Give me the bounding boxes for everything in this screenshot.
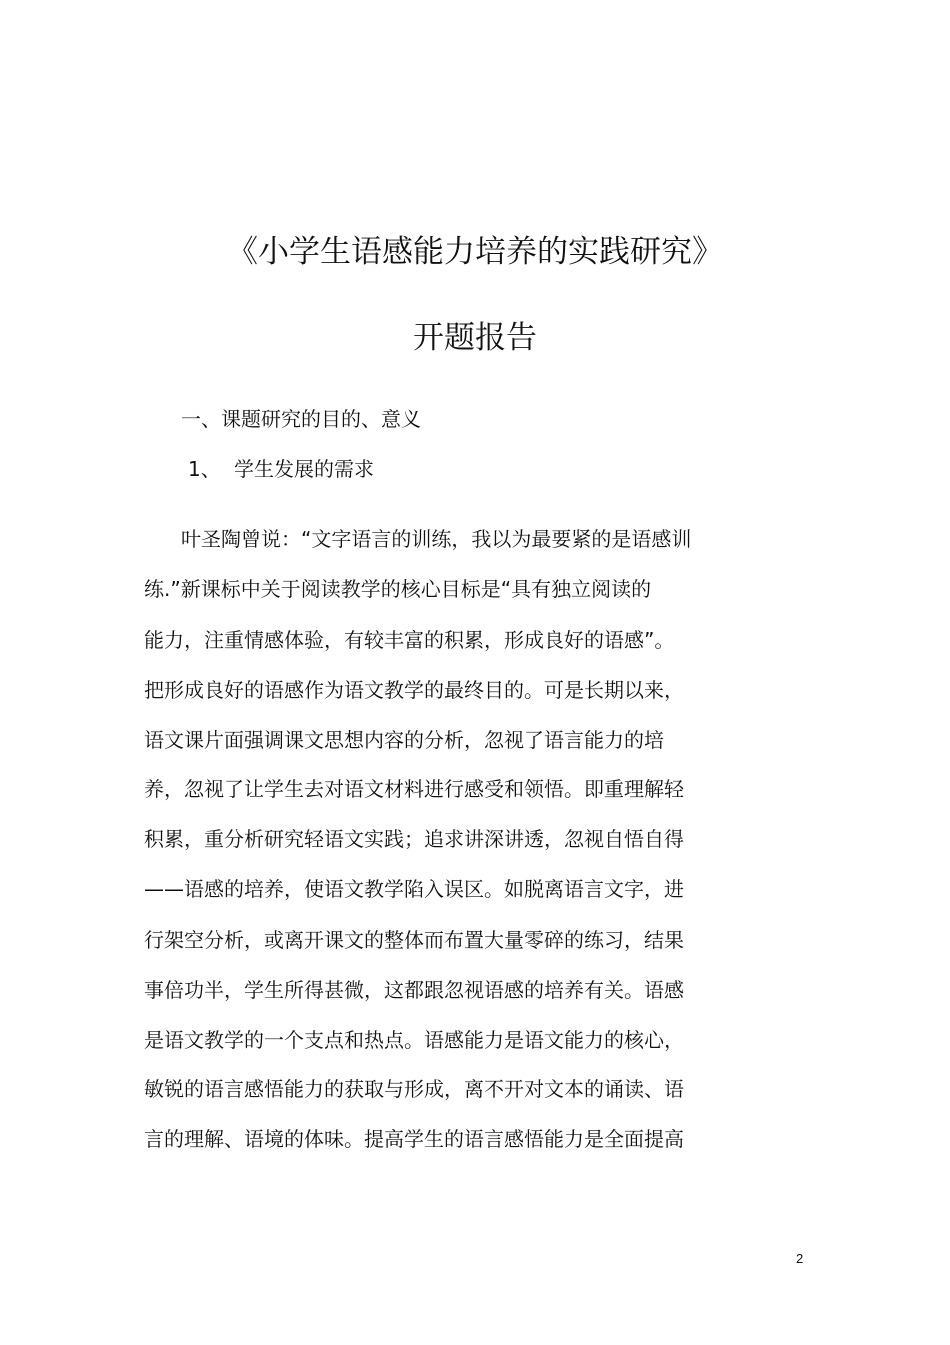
paragraph-line: 叶圣陶曾说：“文字语言的训练，我以为最要紧的是语感训 <box>181 527 692 551</box>
paragraph-line: 语文课片面强调课文思想内容的分析，忽视了语言能力的培 <box>144 728 664 752</box>
document-title: 《小学生语感能力培养的实践研究》 <box>227 234 723 270</box>
subsection-heading <box>188 455 374 483</box>
page-number: 2 <box>796 1251 804 1266</box>
paragraph-line: 言的理解、语境的体味。提高学生的语言感悟能力是全面提高 <box>144 1127 684 1151</box>
paragraph-line: ——语感的培养，使语文教学陷入误区。如脱离语言文字，进 <box>144 877 684 901</box>
paragraph-line: 把形成良好的语感作为语文教学的最终目的。可是长期以来， <box>144 678 684 702</box>
paragraph-line: 练.”新课标中关于阅读教学的核心目标是“具有独立阅读的 <box>144 577 652 601</box>
paragraph-line: 行架空分析，或离开课文的整体而布置大量零碎的练习，结果 <box>144 928 684 952</box>
document-subtitle: 开题报告 <box>413 320 537 356</box>
paragraph-line: 养，忽视了让学生去对语文材料进行感受和领悟。即重理解轻 <box>144 777 684 801</box>
paragraph-line: 事倍功半，学生所得甚微，这都跟忽视语感的培养有关。语感 <box>144 978 684 1002</box>
subsection-number: 1、 <box>188 457 221 481</box>
paragraph-line: 积累，重分析研究轻语文实践；追求讲深讲透，忽视自悟自得 <box>144 827 684 851</box>
paragraph-line: 是语文教学的一个支点和热点。语感能力是语文能力的核心， <box>144 1028 684 1052</box>
paragraph-line: 敏锐的语言感悟能力的获取与形成，离不开对文本的诵读、语 <box>144 1077 684 1101</box>
section-heading: 一、课题研究的目的、意义 <box>181 407 421 431</box>
paragraph-line: 能力，注重情感体验，有较丰富的积累，形成良好的语感”。 <box>144 628 675 652</box>
subsection-text: 学生发展的需求 <box>234 457 374 481</box>
